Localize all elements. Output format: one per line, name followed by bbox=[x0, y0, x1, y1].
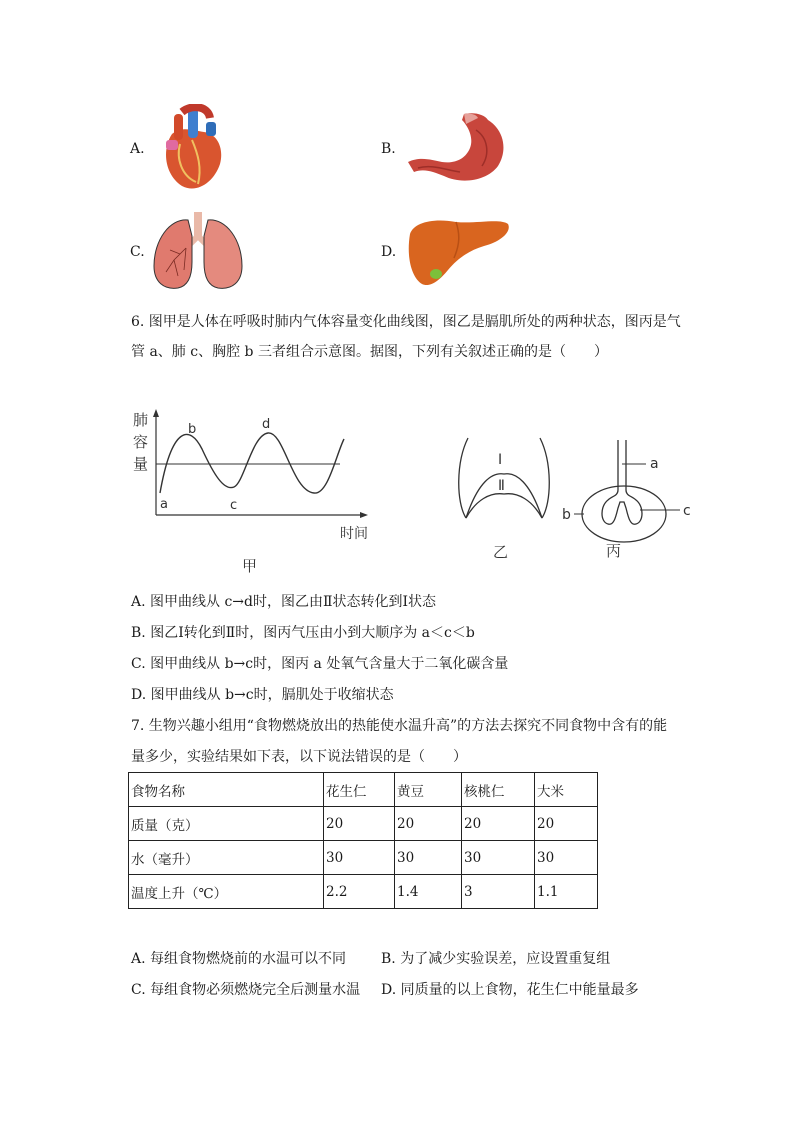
heart-image bbox=[152, 104, 224, 192]
table-cell: 20 bbox=[395, 807, 462, 841]
fig-bing-label-c: c bbox=[683, 503, 691, 519]
fig-bing-label-b: b bbox=[562, 507, 571, 523]
stomach-image bbox=[404, 110, 514, 186]
lungs-image bbox=[150, 210, 246, 292]
liver-image bbox=[404, 214, 512, 292]
fig-jia-point-a: a bbox=[160, 497, 168, 512]
fig-jia-xlabel: 时间 bbox=[340, 526, 368, 542]
table-header-cell: 大米 bbox=[535, 773, 598, 807]
table-cell: 20 bbox=[462, 807, 535, 841]
q7-option-c: C. 每组食物必须燃烧完全后测量水温 bbox=[131, 982, 361, 998]
fig-jia-caption: 甲 bbox=[242, 557, 258, 575]
table-row bbox=[129, 841, 598, 875]
figure-bing bbox=[556, 436, 696, 566]
fig-yi-caption: 乙 bbox=[493, 543, 509, 561]
table-header-cell: 食物名称 bbox=[129, 773, 324, 807]
table-cell: 3 bbox=[462, 875, 535, 909]
fig-jia-ylabel-2: 容 bbox=[133, 433, 149, 451]
q6-stem-line1: 6. 图甲是人体在呼吸时肺内气体容量变化曲线图，图乙是膈肌所处的两种状态，图丙是气 bbox=[131, 314, 681, 330]
fig-bing-caption: 丙 bbox=[606, 542, 622, 560]
fig-bing-label-a: a bbox=[650, 456, 659, 472]
table-cell: 30 bbox=[535, 841, 598, 875]
fig-yi-label-bottom: Ⅱ bbox=[498, 478, 505, 494]
fig-yi-label-top: Ⅰ bbox=[498, 452, 503, 468]
figure-jia bbox=[128, 405, 378, 577]
table-header-cell: 黄豆 bbox=[395, 773, 462, 807]
q7-option-a: A. 每组食物燃烧前的水温可以不同 bbox=[131, 951, 347, 967]
table-header-cell: 核桃仁 bbox=[462, 773, 535, 807]
q6-stem-line2: 管 a、肺 c、胸腔 b 三者组合示意图。据图，下列有关叙述正确的是（ ） bbox=[131, 344, 608, 360]
q6-option-d: D. 图甲曲线从 b→c时，膈肌处于收缩状态 bbox=[131, 687, 394, 703]
q6-option-b: B. 图乙Ⅰ转化到Ⅱ时，图丙气压由小到大顺序为 a＜c＜b bbox=[131, 625, 475, 641]
table-header-cell: 花生仁 bbox=[324, 773, 395, 807]
table-cell: 水（毫升） bbox=[129, 841, 324, 875]
q7-option-d: D. 同质量的以上食物，花生仁中能量最多 bbox=[381, 982, 639, 998]
q7-stem-line1: 7. 生物兴趣小组用“食物燃烧放出的热能使水温升高”的方法去探究不同食物中含有的能 bbox=[131, 718, 668, 734]
option-d-label: D. bbox=[381, 244, 397, 260]
table-row bbox=[129, 807, 598, 841]
fig-jia-ylabel-3: 量 bbox=[133, 455, 149, 473]
food-energy-table bbox=[128, 772, 598, 909]
table-cell: 30 bbox=[324, 841, 395, 875]
option-b-label: B. bbox=[381, 141, 396, 157]
table-cell: 20 bbox=[324, 807, 395, 841]
table-cell: 质量（克） bbox=[129, 807, 324, 841]
table-cell: 2.2 bbox=[324, 875, 395, 909]
table-row bbox=[129, 875, 598, 909]
fig-jia-ylabel-1: 肺 bbox=[133, 411, 149, 429]
q7-stem-line2: 量多少，实验结果如下表，以下说法错误的是（ ） bbox=[131, 749, 467, 765]
fig-jia-point-c: c bbox=[230, 498, 238, 513]
table-cell: 温度上升（℃） bbox=[129, 875, 324, 909]
table-cell: 1.4 bbox=[395, 875, 462, 909]
table-cell: 30 bbox=[395, 841, 462, 875]
table-cell: 30 bbox=[462, 841, 535, 875]
table-cell: 1.1 bbox=[535, 875, 598, 909]
figure-yi bbox=[452, 432, 562, 562]
q6-option-c: C. 图甲曲线从 b→c时，图丙 a 处氧气含量大于二氧化碳含量 bbox=[131, 656, 509, 672]
fig-jia-point-d: d bbox=[262, 417, 271, 432]
q6-option-a: A. 图甲曲线从 c→d时，图乙由Ⅱ状态转化到Ⅰ状态 bbox=[131, 594, 437, 610]
table-header-row bbox=[129, 773, 598, 807]
option-c-label: C. bbox=[130, 244, 145, 260]
option-a-label: A. bbox=[130, 141, 145, 157]
table-cell: 20 bbox=[535, 807, 598, 841]
fig-jia-point-b: b bbox=[188, 422, 197, 437]
q7-option-b: B. 为了减少实验误差，应设置重复组 bbox=[381, 951, 611, 967]
